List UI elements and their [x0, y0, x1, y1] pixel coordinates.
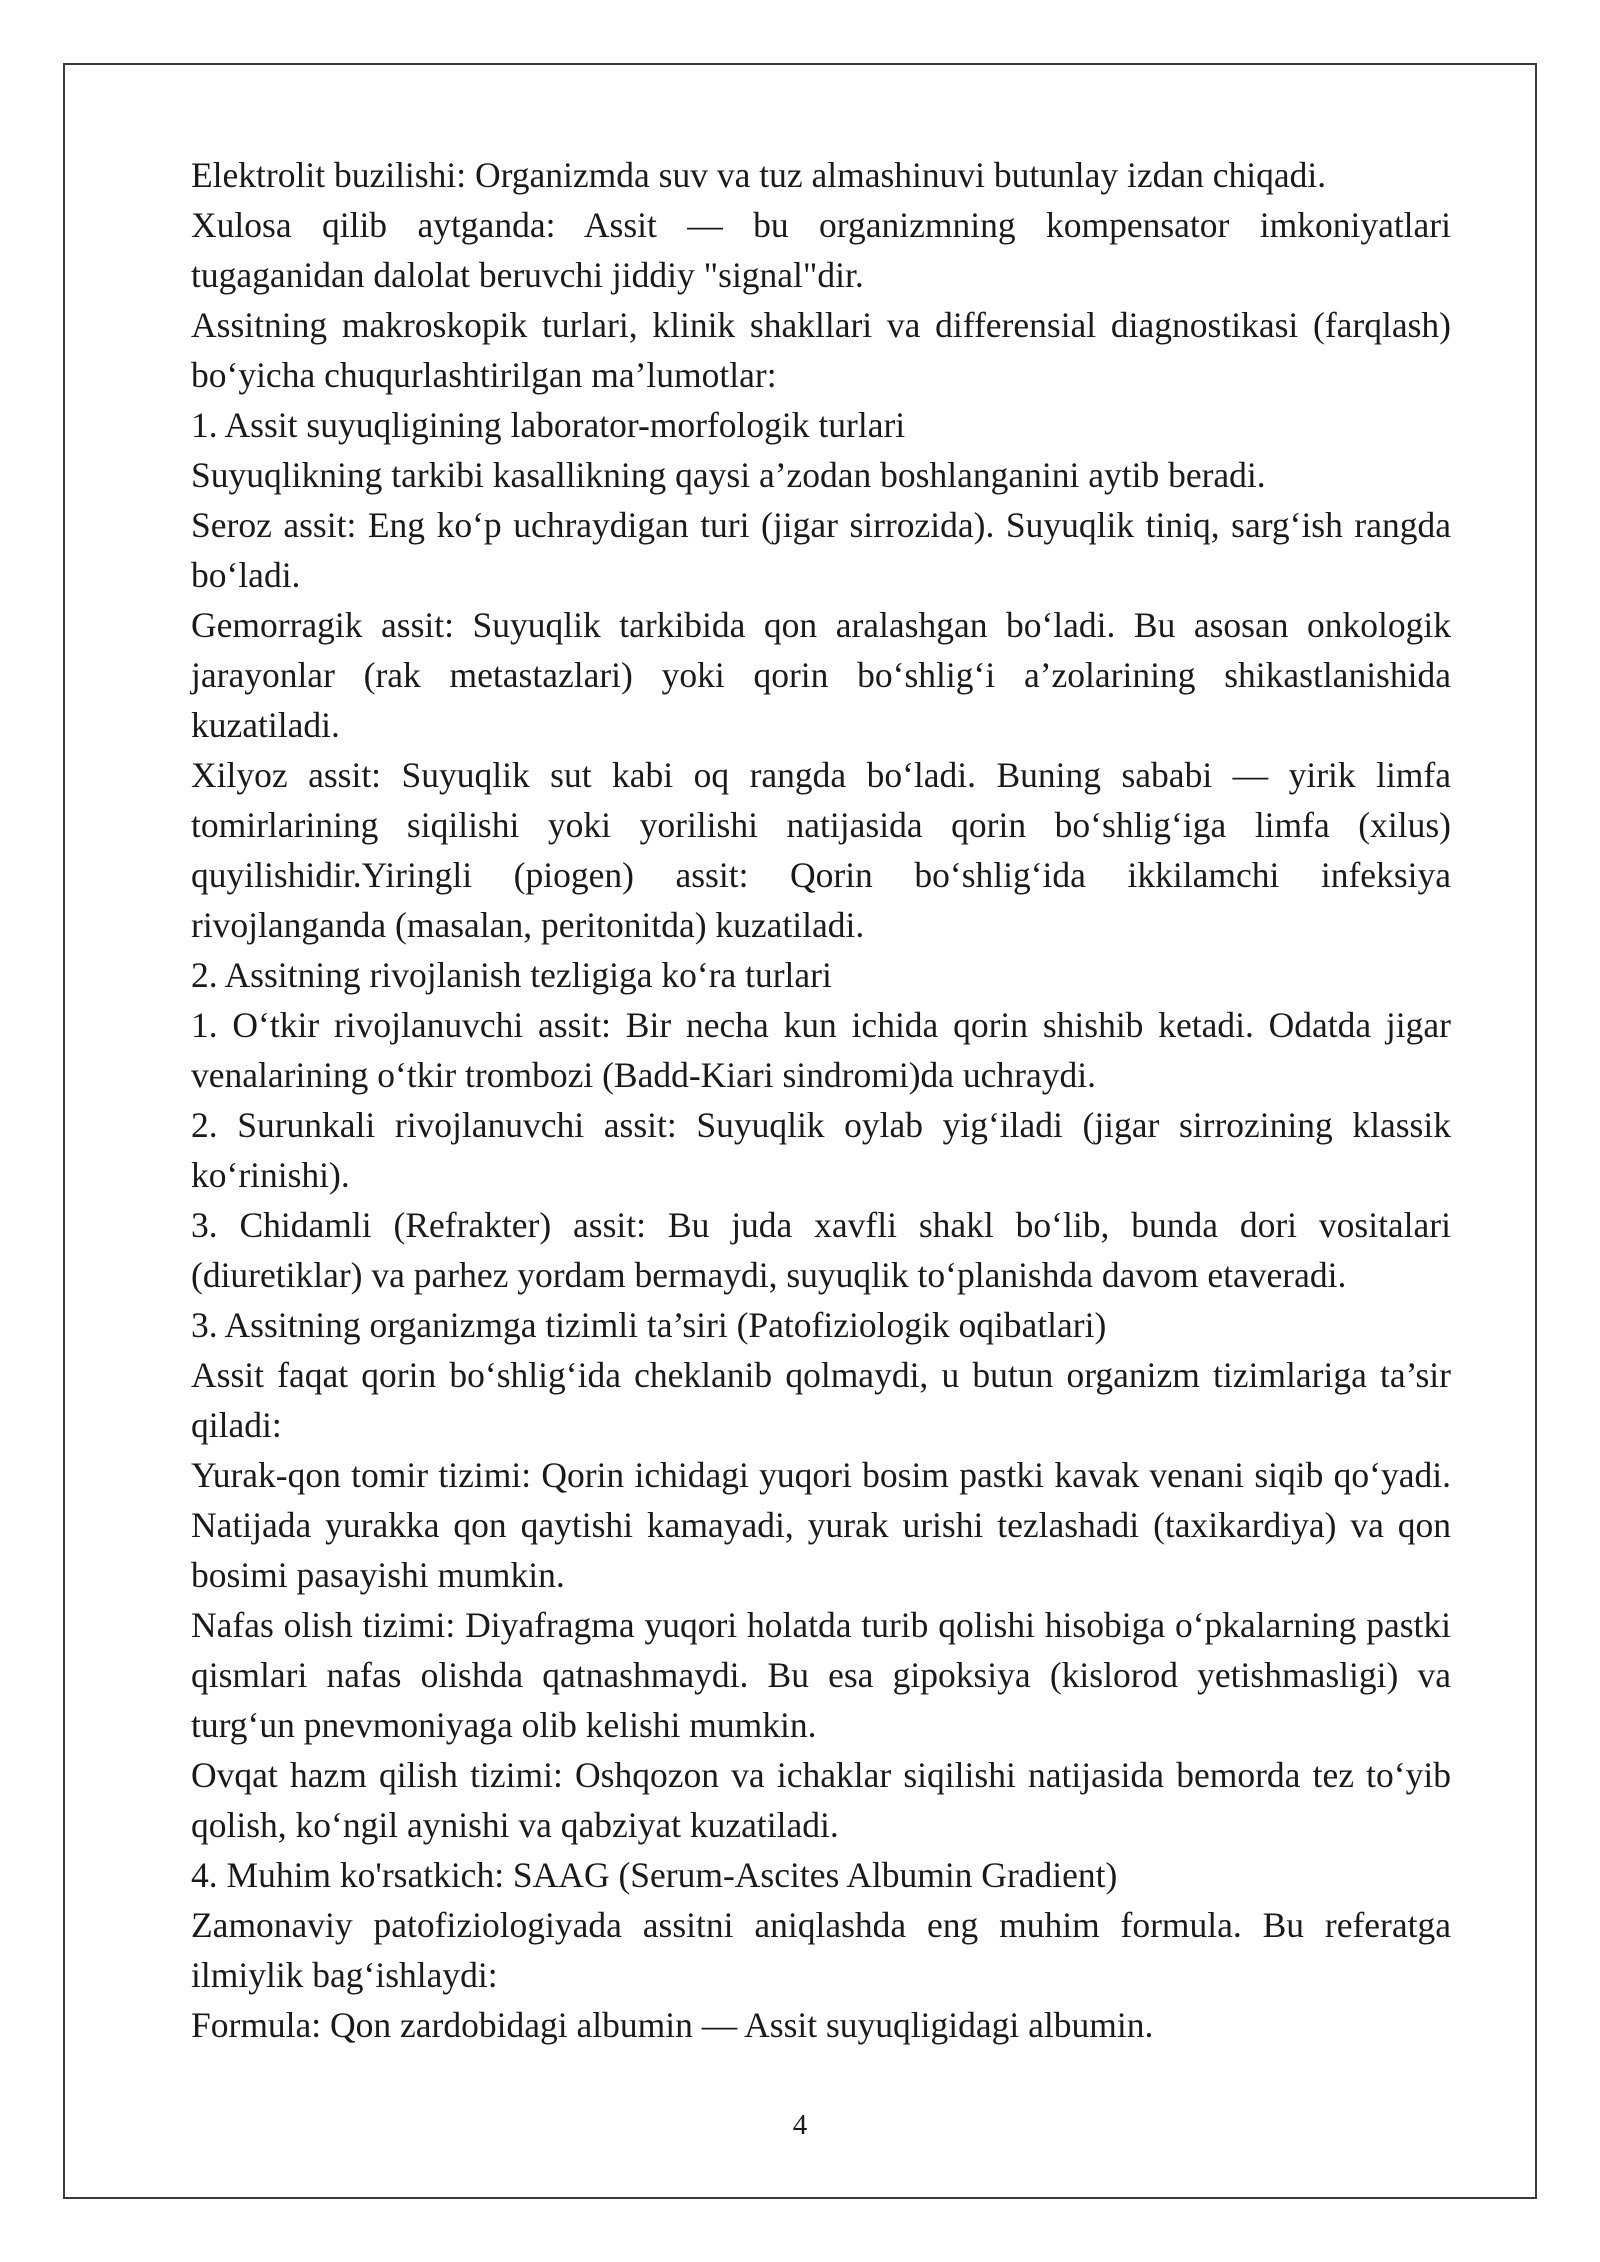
- document-body: [191, 150, 1451, 2050]
- paragraph-conclusion: Xulosa qilib aytganda: Assit — bu organizmning kompensator imkoniyatlari tugaganidan dalolat beruvchi jiddiy "signal"dir.: [191, 205, 1451, 295]
- paragraph-intro-types: Assitning makroskopik turlari, klinik shakllari va differensial diagnostikasi (farqlash) bo‘yicha chuqurlashtirilgan ma’lumotlar:: [191, 305, 1451, 395]
- paragraph-hemorrhagic-ascites: Gemorragik assit: Suyuqlik tarkibida qon aralashgan bo‘ladi. Bu asosan onkologik jarayonlar (rak metastazlari) yoki qorin bo‘shlig‘i a’zolarining shikastlanishida kuzatiladi.: [191, 605, 1451, 745]
- paragraph-refractory-ascites: 3. Chidamli (Refrakter) assit: Bu juda xavfli shakl bo‘lib, bunda dori vositalari (diuretiklar) va parhez yordam bermaydi, suyuqlik to‘planishda davom etaveradi.: [191, 1205, 1451, 1295]
- paragraph-serous-ascites: Seroz assit: Eng ko‘p uchraydigan turi (jigar sirrozida). Suyuqlik tiniq, sarg‘ish rangda bo‘ladi.: [191, 505, 1451, 595]
- paragraph-digestive: Ovqat hazm qilish tizimi: Oshqozon va ichaklar siqilishi natijasida bemorda tez to‘yib qolish, ko‘ngil aynishi va qabziyat kuzatiladi.: [191, 1755, 1451, 1845]
- section-heading-4: 4. Muhim ko'rsatkich: SAAG (Serum-Ascites Albumin Gradient): [191, 1855, 1118, 1895]
- paragraph-systemic-effect: Assit faqat qorin bo‘shlig‘ida cheklanib qolmaydi, u butun organizm tizimlariga ta’sir qiladi:: [191, 1355, 1451, 1445]
- paragraph-respiratory: Nafas olish tizimi: Diyafragma yuqori holatda turib qolishi hisobiga o‘pkalarning pastki qismlari nafas olishda qatnashmaydi. Bu esa gipoksiya (kislorod yetishmasligi) va turg‘un pnevmoniyaga olib kelishi mumkin.: [191, 1605, 1451, 1745]
- paragraph-chronic-ascites: 2. Surunkali rivojlanuvchi assit: Suyuqlik oylab yig‘iladi (jigar sirrozining klassik ko‘rinishi).: [191, 1105, 1451, 1195]
- paragraph-fluid-composition: Suyuqlikning tarkibi kasallikning qaysi a’zodan boshlanganini aytib beradi.: [191, 455, 1266, 495]
- paragraph-modern-formula: Zamonaviy patofiziologiyada assitni aniqlashda eng muhim formula. Bu referatga ilmiylik bag‘ishlaydi:: [191, 1905, 1451, 1995]
- paragraph-acute-ascites: 1. O‘tkir rivojlanuvchi assit: Bir necha kun ichida qorin shishib ketadi. Odatda jigar venalarining o‘tkir trombozi (Badd-Kiari sindromi)da uchraydi.: [191, 1005, 1451, 1095]
- section-heading-3: 3. Assitning organizmga tizimli ta’siri (Patofiziologik oqibatlari): [191, 1305, 1107, 1345]
- page-number: 4: [792, 2109, 808, 2141]
- section-heading-1: 1. Assit suyuqligining laborator-morfologik turlari: [191, 405, 906, 445]
- section-heading-2: 2. Assitning rivojlanish tezligiga ko‘ra turlari: [191, 955, 832, 995]
- paragraph-chylous-ascites: Xilyoz assit: Suyuqlik sut kabi oq rangda bo‘ladi. Buning sababi — yirik limfa tomirlarining siqilishi yoki yorilishi natijasida qorin bo‘shlig‘iga limfa (xilus) quyilishidir.Yiringli (piogen) assit: Qorin bo‘shlig‘ida ikkilamchi infeksiya rivojlanganda (masalan, peritonitda) kuzatiladi.: [191, 755, 1451, 945]
- paragraph-electrolyte-disorder: Elektrolit buzilishi: Organizmda suv va tuz almashinuvi butunlay izdan chiqadi.: [191, 155, 1327, 195]
- paragraph-cardiovascular: Yurak-qon tomir tizimi: Qorin ichidagi yuqori bosim pastki kavak venani siqib qo‘yadi. Natijada yurakka qon qaytishi kamayadi, yurak urishi tezlashadi (taxikardiya) va qon bosimi pasayishi mumkin.: [191, 1455, 1451, 1595]
- paragraph-formula: Formula: Qon zardobidagi albumin — Assit suyuqligidagi albumin.: [191, 2005, 1154, 2045]
